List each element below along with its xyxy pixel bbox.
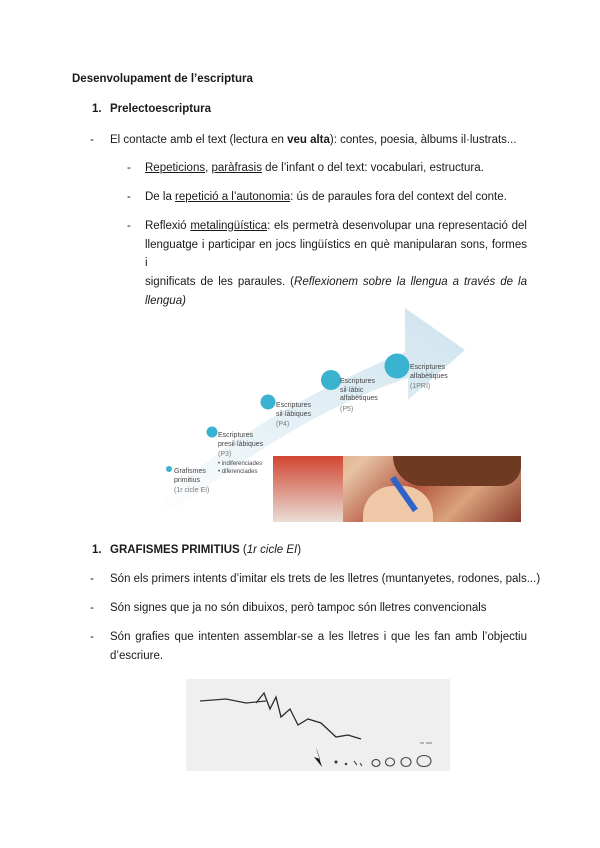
stage-4-label: Escriptures sil·làbic alfabètiques (P5): [340, 378, 378, 413]
sub-bullet-metalinguistic: Reflexió metalingüística: els permetrà desenvolupar una representació del llenguatge i participar en jocs lingüístics en què manipularan sons, formes i significats de les paraules. (Reflexionem sobre la llengua a través de la llengua): [145, 220, 527, 307]
section-2-number: 1.: [92, 544, 102, 556]
stage-3-dot: [261, 395, 276, 410]
stage-1-label: Grafismes primitius (1r cicle EI): [174, 468, 210, 494]
bullet-marker: -: [90, 602, 94, 614]
stage-1-dot: [166, 466, 172, 472]
section-1-number: 1.: [92, 103, 102, 115]
scribbles-drawing: [186, 679, 450, 771]
sub-bullet-autonomy: De la repetició a l’autonomia: ús de paraules fora del context del conte.: [145, 191, 507, 203]
bullet-first-attempts: Són els primers intents d’imitar els trets de les lletres (muntanyetes, rodones, pals...): [110, 573, 541, 585]
sub-bullet-marker: -: [127, 162, 131, 174]
stage-5-dot: [385, 354, 410, 379]
primitive-scribbles-image: [186, 679, 450, 771]
child-writing-photo: [273, 456, 521, 522]
stage-2-label: Escriptures presil·làbiques (P3) • indiferenciades • diferenciades: [218, 432, 264, 475]
bullet-marker: -: [90, 573, 94, 585]
section-2-title: GRAFISMES PRIMITIUS (1r cicle EI): [110, 544, 302, 556]
stage-5-label: Escriptures alfabètiques (1PRI): [410, 364, 448, 390]
bullet-graphics: Són grafies que intenten assemblar-se a les lletres i que les fan amb l’objectiu d’escriure.: [110, 631, 527, 662]
stage-3-label: Escriptures sil·làbiques (P4): [276, 402, 312, 428]
bullet-marker: -: [90, 134, 94, 146]
bullet-signs: Són signes que ja no són dibuixos, però tampoc són lletres convencionals: [110, 602, 487, 614]
sub-bullet-marker: -: [127, 191, 131, 203]
bullet-marker: -: [90, 631, 94, 643]
page-title: Desenvolupament de l’escriptura: [72, 73, 253, 85]
sub-bullet-repetitions: Repeticions, paràfrasis de l’infant o del text: vocabulari, estructura.: [145, 162, 484, 174]
stage-4-dot: [321, 370, 341, 390]
section-1-title: Prelectoescriptura: [110, 103, 211, 115]
bullet-contact-text: El contacte amb el text (lectura en veu alta): contes, poesia, àlbums il·lustrats...: [110, 134, 517, 146]
stage-2-dot: [207, 427, 218, 438]
sub-bullet-marker: -: [127, 220, 131, 232]
